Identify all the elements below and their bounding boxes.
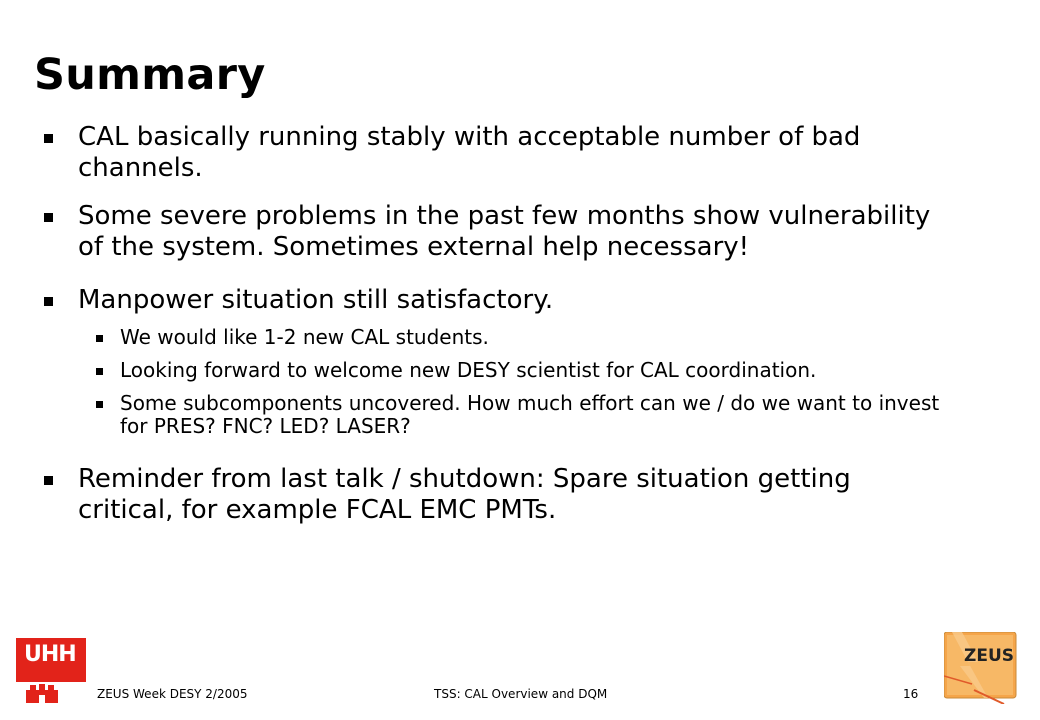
zeus-logo-text: ZEUS xyxy=(964,646,1014,666)
sub-bullet-text: Some subcomponents uncovered. How much effort can we / do we want to invest for PRES? FNC? LED? LASER? xyxy=(120,391,940,438)
sub-bullet-list xyxy=(40,326,950,438)
sub-bullet-text: Looking forward to welcome new DESY scientist for CAL coordination. xyxy=(120,358,817,382)
sub-bullet-square-icon xyxy=(96,335,103,342)
bullet-square-icon xyxy=(44,297,53,306)
bullet-square-icon xyxy=(44,134,53,143)
bullet-item xyxy=(40,122,950,184)
castle-icon xyxy=(22,684,62,704)
sub-bullet-item xyxy=(82,359,950,382)
bullet-square-icon xyxy=(44,213,53,222)
sub-bullet-text: We would like 1-2 new CAL students. xyxy=(120,325,489,349)
sub-bullet-item xyxy=(82,326,950,349)
page-number: 16 xyxy=(903,687,919,701)
bullet-square-icon xyxy=(44,476,53,485)
bullet-item xyxy=(40,285,950,438)
bullet-text: CAL basically running stably with acceptable number of bad channels. xyxy=(78,122,861,183)
zeus-logo xyxy=(944,632,1022,704)
bullet-text: Manpower situation still satisfactory. xyxy=(78,285,554,315)
uhh-logo xyxy=(16,638,86,682)
bullet-text: Some severe problems in the past few months show vulnerability of the system. Sometimes external help necessary! xyxy=(78,201,931,262)
zeus-lightning-icon xyxy=(944,632,1022,704)
bullet-text: Reminder from last talk / shutdown: Spare situation getting critical, for example FCAL EMC PMTs. xyxy=(78,464,851,525)
sub-bullet-square-icon xyxy=(96,368,103,375)
sub-bullet-item xyxy=(82,392,950,438)
bullet-list xyxy=(40,122,950,543)
slide-title: Summary xyxy=(34,50,266,100)
footer-title: TSS: CAL Overview and DQM xyxy=(434,687,608,701)
uhh-logo-text: UHH xyxy=(24,642,76,667)
bullet-item xyxy=(40,201,950,263)
footer-event: ZEUS Week DESY 2/2005 xyxy=(97,687,248,701)
sub-bullet-square-icon xyxy=(96,401,103,408)
bullet-item xyxy=(40,464,950,526)
